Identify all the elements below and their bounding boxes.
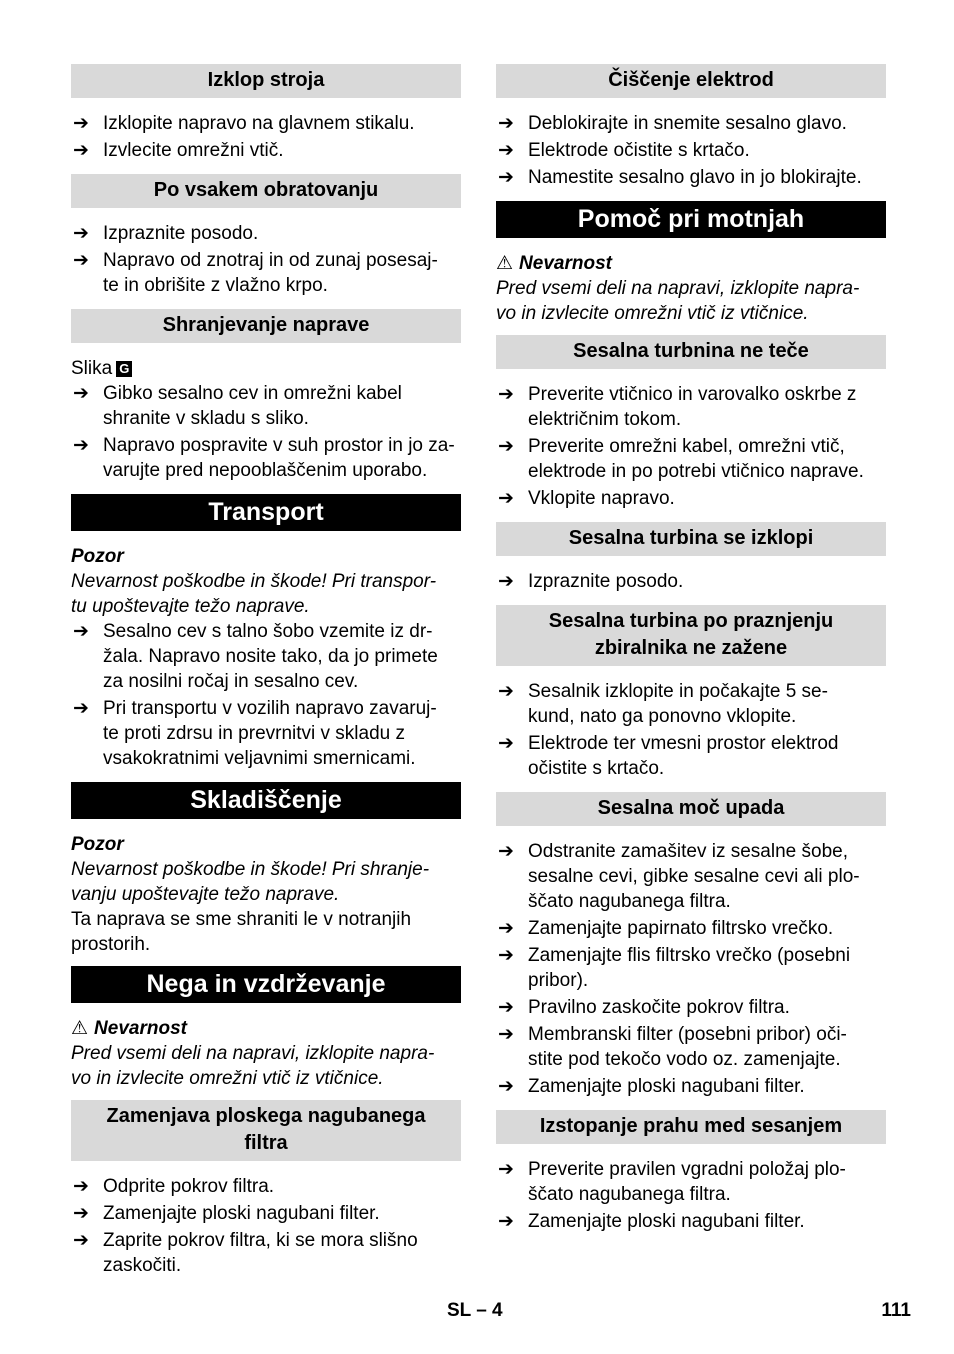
caution-title: Pozor <box>71 546 124 567</box>
caution-title: Pozor <box>71 834 124 855</box>
section-heading: Po vsakem obratovanju <box>71 174 461 208</box>
section-heading: Sesalna moč upada <box>496 792 886 826</box>
footer-language-code: SL – 4 <box>447 1300 503 1321</box>
arrow-icon: ➔ <box>73 1230 89 1251</box>
list-item: ➔ Preverite vtičnico in varovalko oskrbe z električnim tokom. <box>498 384 857 430</box>
arrow-icon: ➔ <box>498 733 514 754</box>
chapter-heading: Nega in vzdrževanje <box>71 966 461 1003</box>
list-item: ➔ Izklopite napravo na glavnem stikalu. <box>73 113 415 134</box>
arrow-icon: ➔ <box>73 1176 89 1197</box>
warning-triangle-icon: ⚠ <box>71 1018 89 1039</box>
list-item: ➔ Izpraznite posodo. <box>73 223 259 244</box>
arrow-icon: ➔ <box>498 113 514 134</box>
list-item: ➔ Izvlecite omrežni vtič. <box>73 140 284 161</box>
list-item: ➔ Odprite pokrov filtra. <box>73 1176 275 1197</box>
section-heading: Izklop stroja <box>71 64 461 98</box>
list-item: ➔ Zamenjajte ploski nagubani filter. <box>498 1211 805 1232</box>
body-text: Ta naprava se sme shraniti le v notranjih prostorih. <box>71 909 412 955</box>
caution-text: Nevarnost poškodbe in škode! Pri shranje- vanju upoštevajte težo naprave. <box>71 859 430 905</box>
list-item: ➔ Deblokirajte in snemite sesalno glavo. <box>498 113 847 134</box>
chapter-heading: Transport <box>71 494 461 531</box>
list-item: ➔ Napravo od znotraj in od zunaj posesaj- te in obrišite z vlažno krpo. <box>73 250 438 296</box>
page-number: 111 <box>881 1300 911 1321</box>
figure-reference: Slika G <box>71 356 461 381</box>
figure-letter-badge: G <box>116 361 132 377</box>
list-item: ➔ Membranski filter (posebni pribor) oči- stite pod tekočo vodo oz. zamenjajte. <box>498 1024 847 1070</box>
list-item: ➔ Preverite omrežni kabel, omrežni vtič, elektrode in po potrebi vtičnico naprave. <box>498 436 864 482</box>
arrow-icon: ➔ <box>498 1211 514 1232</box>
section-heading: Sesalna turbnina ne teče <box>496 335 886 369</box>
arrow-icon: ➔ <box>73 250 89 271</box>
left-column <box>71 64 461 1280</box>
list-item: ➔ Zamenjajte papirnato filtrsko vrečko. <box>498 918 834 939</box>
warning-triangle-icon: ⚠ <box>496 253 514 274</box>
section-heading: Izstopanje prahu med sesanjem <box>496 1110 886 1144</box>
list-item: ➔ Pri transportu v vozilih napravo zavaruj- te proti zdrsu in prevrnitvi v skladu z vsakokratnimi veljavnimi smernicami. <box>73 698 437 769</box>
arrow-icon: ➔ <box>73 140 89 161</box>
arrow-icon: ➔ <box>73 621 89 642</box>
chapter-heading: Skladiščenje <box>71 782 461 819</box>
arrow-icon: ➔ <box>498 1159 514 1180</box>
section-heading: Sesalna turbina se izklopi <box>496 522 886 556</box>
section-heading: Sesalna turbina po praznjenju zbiralnika ne zažene <box>496 605 886 666</box>
arrow-icon: ➔ <box>498 918 514 939</box>
arrow-icon: ➔ <box>498 140 514 161</box>
arrow-icon: ➔ <box>498 384 514 405</box>
arrow-icon: ➔ <box>498 436 514 457</box>
arrow-icon: ➔ <box>73 383 89 404</box>
arrow-icon: ➔ <box>73 435 89 456</box>
list-item: ➔ Elektrode ter vmesni prostor elektrod očistite s krtačo. <box>498 733 839 779</box>
list-item: ➔ Zaprite pokrov filtra, ki se mora slišno zaskočiti. <box>73 1230 418 1276</box>
section-heading: Shranjevanje naprave <box>71 309 461 343</box>
list-item: ➔ Odstranite zamašitev iz sesalne šobe, sesalne cevi, gibke sesalne cevi ali plo- ščato nagubanega filtra. <box>498 841 860 912</box>
chapter-heading: Pomoč pri motnjah <box>496 201 886 238</box>
arrow-icon: ➔ <box>498 1024 514 1045</box>
list-item: ➔ Zamenjajte ploski nagubani filter. <box>73 1203 380 1224</box>
list-item: ➔ Sesalnik izklopite in počakajte 5 se- kund, nato ga ponovno vklopite. <box>498 681 828 727</box>
arrow-icon: ➔ <box>498 571 514 592</box>
list-item: ➔ Vklopite napravo. <box>498 488 675 509</box>
list-item: ➔ Napravo pospravite v suh prostor in jo za- varujte pred nepooblaščenim uporabo. <box>73 435 455 481</box>
arrow-icon: ➔ <box>73 698 89 719</box>
list-item: ➔ Sesalno cev s talno šobo vzemite iz dr- žala. Napravo nosite tako, da jo primete za nosilni ročaj in sesalno cev. <box>73 621 438 692</box>
list-item: ➔ Zamenjajte flis filtrsko vrečko (posebni pribor). <box>498 945 851 991</box>
arrow-icon: ➔ <box>73 113 89 134</box>
list-item: ➔ Zamenjajte ploski nagubani filter. <box>498 1076 805 1097</box>
section-heading: Zamenjava ploskega nagubanega filtra <box>71 1100 461 1161</box>
list-item: ➔ Izpraznite posodo. <box>498 571 684 592</box>
danger-text: Pred vsemi deli na napravi, izklopite napra- vo in izvlecite omrežni vtič iz vtičnice. <box>496 278 860 324</box>
arrow-icon: ➔ <box>498 997 514 1018</box>
list-item: ➔ Preverite pravilen vgradni položaj plo- ščato nagubanega filtra. <box>498 1159 846 1205</box>
danger-text: Pred vsemi deli na napravi, izklopite napra- vo in izvlecite omrežni vtič iz vtičnice. <box>71 1043 435 1089</box>
arrow-icon: ➔ <box>73 1203 89 1224</box>
arrow-icon: ➔ <box>498 945 514 966</box>
list-item: ➔ Gibko sesalno cev in omrežni kabel shranite v skladu s sliko. <box>73 383 402 429</box>
list-item: ➔ Elektrode očistite s krtačo. <box>498 140 750 161</box>
list-item: ➔ Namestite sesalno glavo in jo blokirajte. <box>498 167 862 188</box>
list-item: ➔ Pravilno zaskočite pokrov filtra. <box>498 997 790 1018</box>
arrow-icon: ➔ <box>73 223 89 244</box>
arrow-icon: ➔ <box>498 1076 514 1097</box>
arrow-icon: ➔ <box>498 488 514 509</box>
arrow-icon: ➔ <box>498 841 514 862</box>
danger-title: ⚠ Nevarnost <box>496 253 612 274</box>
arrow-icon: ➔ <box>498 167 514 188</box>
danger-title: ⚠ Nevarnost <box>71 1018 187 1039</box>
caution-text: Nevarnost poškodbe in škode! Pri transpor- tu upoštevajte težo naprave. <box>71 571 437 617</box>
arrow-icon: ➔ <box>498 681 514 702</box>
section-heading: Čiščenje elektrod <box>496 64 886 98</box>
right-column <box>496 64 886 1236</box>
